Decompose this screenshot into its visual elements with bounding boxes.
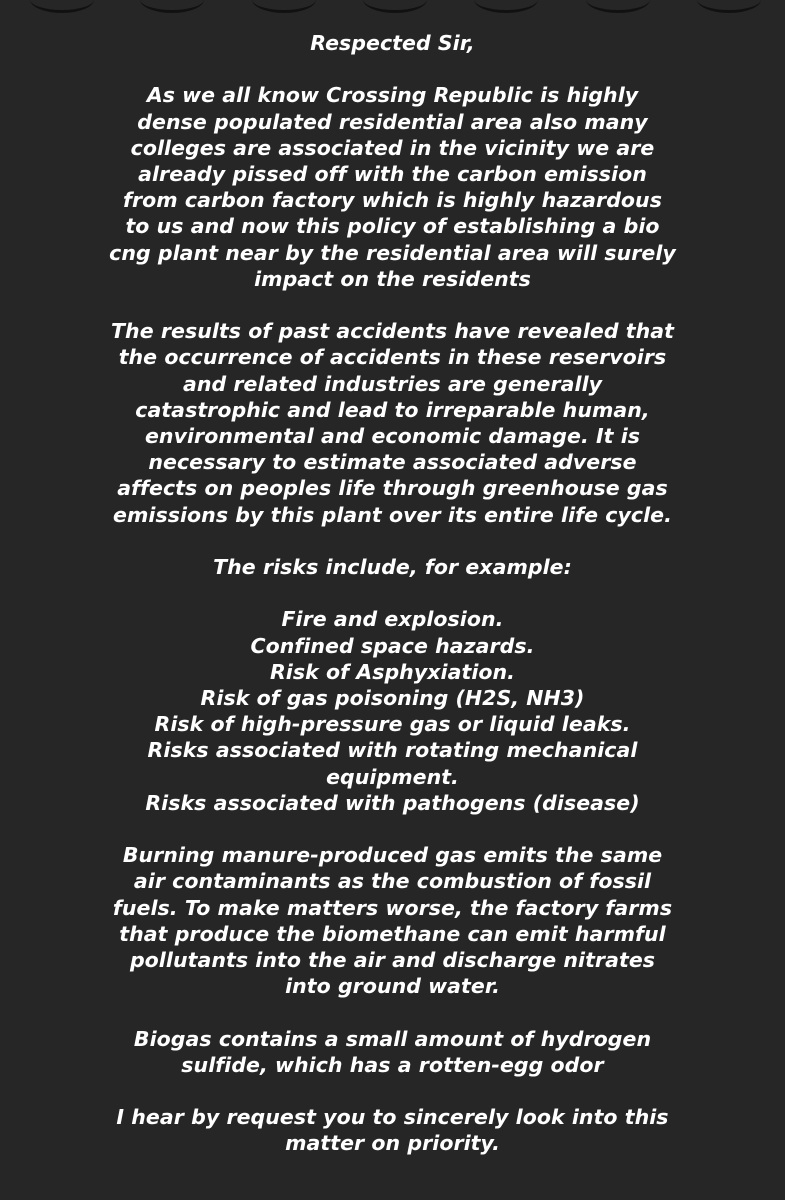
paragraph-line: impact on the residents [254, 266, 531, 291]
paragraph-line: the occurrence of accidents in these reservoirs [118, 345, 667, 370]
paragraph-line: matter on priority. [285, 1131, 500, 1156]
paragraph-line: already pissed off with the carbon emission [138, 162, 647, 186]
risk-item: equipment. [326, 764, 459, 789]
paragraph-line: necessary to estimate associated adverse [148, 450, 637, 475]
arc-decoration [252, 0, 316, 13]
arc-decoration [586, 0, 650, 13]
paragraph-line: that produce the biomethane can emit harmful [119, 921, 666, 946]
salutation: Respected Sir, [310, 31, 475, 55]
spacer [40, 528, 745, 554]
arc-decoration [474, 0, 538, 13]
paragraph-line: pollutants into the air and discharge nitrates [129, 948, 656, 973]
paragraph-line: environmental and economic damage. It is [144, 424, 641, 449]
risk-item: Risk of gas poisoning (H2S, NH3) [200, 686, 585, 711]
arc-decoration [30, 0, 94, 13]
spacer [40, 56, 745, 82]
spacer [40, 816, 745, 842]
risks-intro: The risks include, for example: [213, 555, 572, 580]
risk-item: Risks associated with pathogens (disease) [145, 790, 640, 815]
paragraph-residential-impact [40, 82, 745, 292]
spacer [40, 1078, 745, 1104]
paragraph-line: to us and now this policy of establishing a bio [125, 214, 660, 239]
spacer [40, 999, 745, 1025]
paragraph-line: emissions by this plant over its entire life cycle. [113, 502, 672, 527]
paragraph-hydrogen-sulfide [40, 1026, 745, 1078]
paragraph-line: from carbon factory which is highly hazardous [123, 188, 662, 213]
risk-item: Risk of Asphyxiation. [269, 659, 516, 684]
paragraph-line: fuels. To make matters worse, the factory farms [112, 895, 673, 920]
paragraph-line: dense populated residential area also many [137, 109, 648, 134]
paragraph-manure-gas [40, 842, 745, 999]
risk-item: Confined space hazards. [250, 633, 535, 658]
risk-item: Risk of high-pressure gas or liquid leaks. [154, 712, 631, 737]
paragraph-line: The results of past accidents have revealed that [111, 319, 674, 344]
paragraph-line: sulfide, which has a rotten-egg odor [181, 1052, 604, 1077]
letter-body [40, 30, 745, 1157]
paragraph-line: affects on peoples life through greenhouse gas [117, 476, 668, 501]
arc-decoration [363, 0, 427, 13]
risks-list [40, 606, 745, 816]
paragraph-line: colleges are associated in the vicinity we are [130, 135, 655, 160]
paragraph-line: As we all know Crossing Republic is highly [146, 83, 639, 108]
top-decorative-arcs [0, 0, 785, 14]
paragraph-line: Burning manure-produced gas emits the same [122, 843, 663, 868]
risk-item: Fire and explosion. [281, 607, 504, 632]
paragraph-line: I hear by request you to sincerely look into this [116, 1105, 669, 1130]
paragraph-line: cng plant near by the residential area will surely [109, 240, 676, 265]
arc-decoration [140, 0, 204, 13]
paragraph-line: and related industries are generally [182, 371, 603, 396]
paragraph-line: into ground water. [285, 974, 500, 999]
risk-item: Risks associated with rotating mechanical [147, 738, 638, 763]
closing-request [40, 1104, 745, 1156]
paragraph-past-accidents [40, 318, 745, 528]
spacer [40, 292, 745, 318]
spacer [40, 580, 745, 606]
arc-decoration [697, 0, 761, 13]
paragraph-line: Biogas contains a small amount of hydrogen [133, 1026, 652, 1051]
paragraph-line: catastrophic and lead to irreparable human, [135, 397, 650, 422]
paragraph-line: air contaminants as the combustion of fossil [133, 869, 652, 894]
